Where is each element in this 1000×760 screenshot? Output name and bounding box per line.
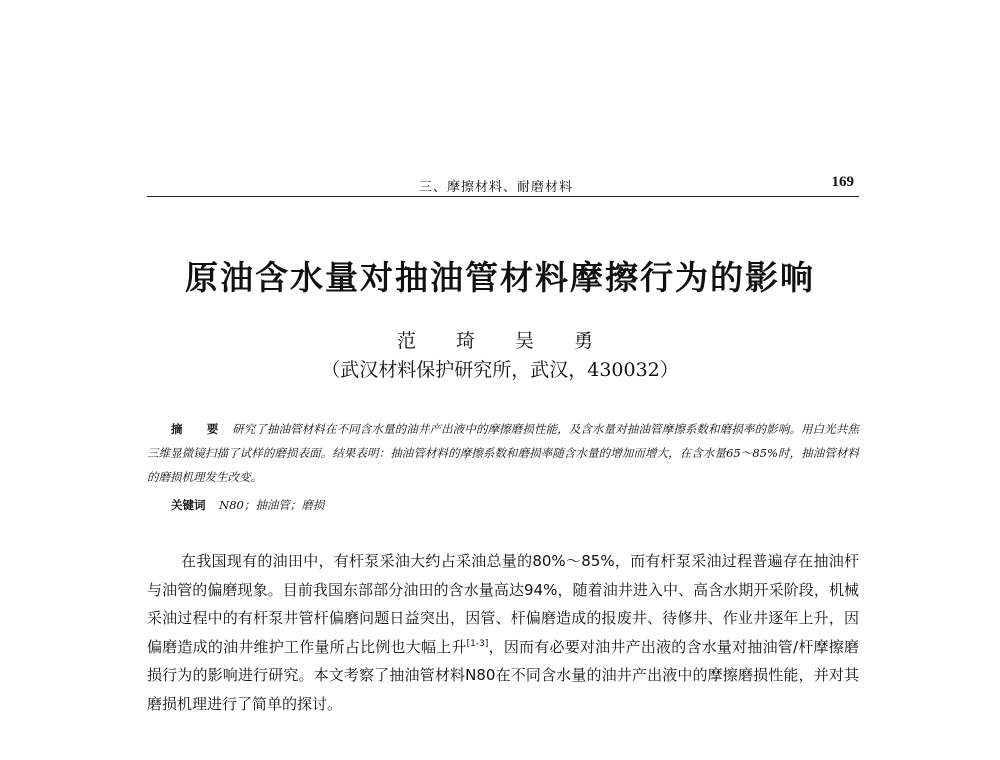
body-paragraph	[147, 547, 859, 718]
affiliation: （武汉材料保护研究所，武汉，430032）	[321, 359, 679, 381]
header-rule	[147, 196, 859, 197]
keywords-label: 关键词	[171, 498, 206, 512]
authors: 范 琦 吴 勇	[396, 330, 604, 352]
body-text-part2: ，因而有必要对油井产出液的含水量对抽油管/杆摩擦磨损行为的影响进行研究。本文考察了抽油管材料N80在不同含水量的油井产出液中的摩擦磨损性能，并对其磨损机理进行了简单的探讨。	[147, 637, 859, 713]
abstract-text: 研究了抽油管材料在不同含水量的油井产出液中的摩擦磨损性能，及含水量对抽油管摩擦系数和磨损率的影响。用白光共焦三维显微镜扫描了试样的磨损表面。结果表明：抽油管材料的摩擦系数和磨损率随含水量的增加而增大，在含水量65～85%时，抽油管材料的磨损机理发生改变。	[147, 422, 860, 484]
running-header	[147, 174, 854, 196]
running-header-section: 三、摩擦材料、耐磨材料	[419, 180, 574, 195]
keywords	[171, 497, 324, 513]
page-number: 169	[831, 174, 854, 190]
body-text-part1: 在我国现有的油田中，有杆泵采油大约占采油总量的80%～85%，而有杆泵采油过程普遍存在抽油杆与油管的偏磨现象。目前我国东部部分油田的含水量高达94%，随着油井进入中、高含水期开采阶段，机械采油过程中的有杆泵井管杆偏磨问题日益突出，因管、杆偏磨造成的报废井、待修井、作业井逐年上升，因偏磨造成的油井维护工作量所占比例也大幅上升	[147, 552, 859, 656]
citation-ref[interactable]: [1-3]	[466, 638, 489, 649]
abstract	[147, 417, 859, 489]
abstract-label: 摘 要	[171, 422, 229, 436]
paper-title: 原油含水量对抽油管材料摩擦行为的影响	[185, 258, 815, 297]
keywords-terms: N80；抽油管；磨损	[219, 498, 325, 512]
